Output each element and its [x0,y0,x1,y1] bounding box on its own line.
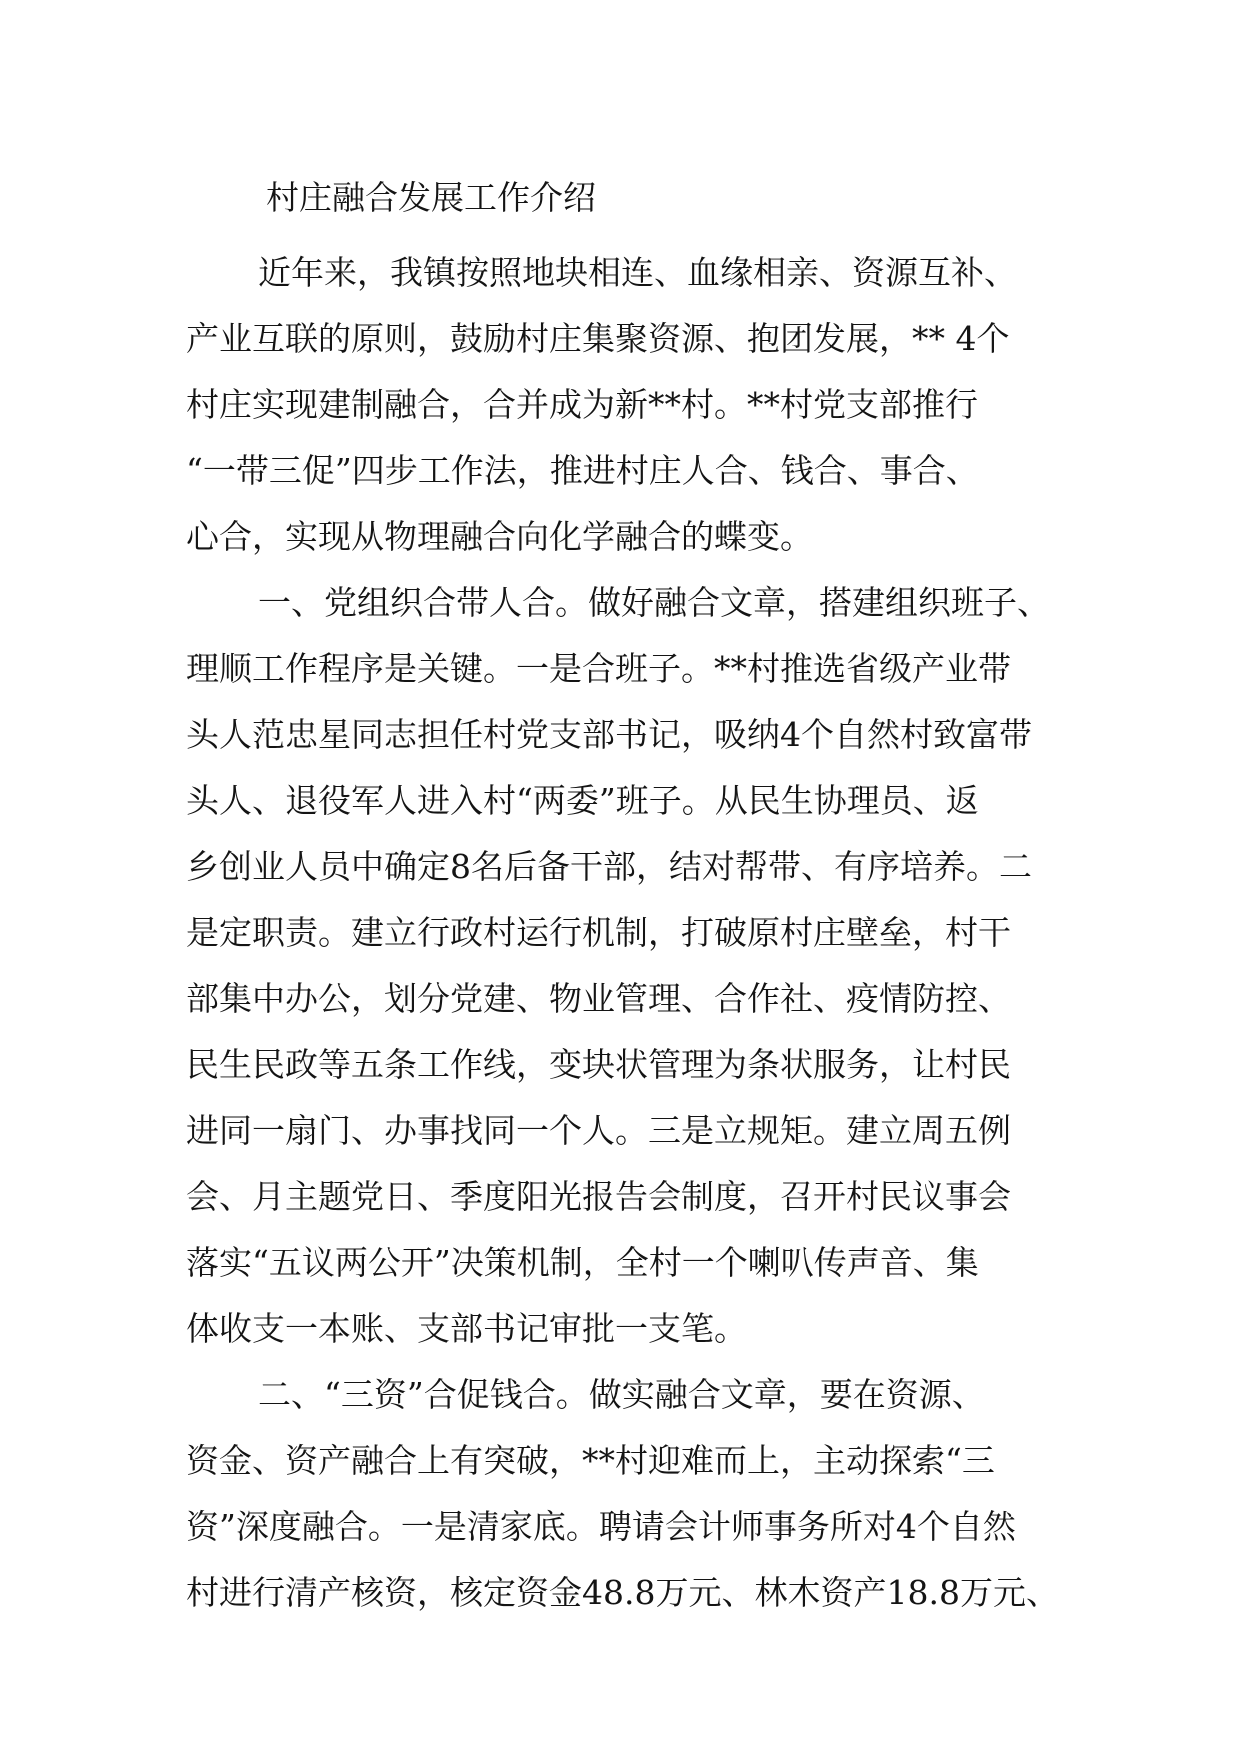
paragraph-line: 是定职责。建立行政村运行机制，打破原村庄壁垒，村干 [186,913,1011,952]
paragraph-line: 乡创业人员中确定8名后备干部，结对帮带、有序培养。二 [186,847,1032,886]
paragraph-line: 理顺工作程序是关键。一是合班子。**村推选省级产业带 [186,649,1011,688]
paragraph-line: 产业互联的原则，鼓励村庄集聚资源、抱团发展，** 4个 [186,319,1010,358]
paragraph-line: 头人范忠星同志担任村党支部书记，吸纳4个自然村致富带 [186,715,1032,754]
document-body [186,240,1059,1626]
paragraph-line: 资”深度融合。一是清家底。聘请会计师事务所对4个自然 [186,1507,1016,1546]
paragraph-line: 二、“三资”合促钱合。做实融合文章，要在资源、 [258,1375,985,1414]
paragraph-line: 近年来，我镇按照地块相连、血缘相亲、资源互补、 [258,253,1017,292]
paragraph-line: 进同一扇门、办事找同一个人。三是立规矩。建立周五例 [186,1111,1011,1150]
paragraph-line: 体收支一本账、支部书记审批一支笔。 [186,1309,747,1348]
paragraph-line: 部集中办公，划分党建、物业管理、合作社、疫情防控、 [186,979,1011,1018]
paragraph-line: 落实“五议两公开”决策机制，全村一个喇叭传声音、集 [186,1243,979,1282]
document-title: 村庄融合发展工作介绍 [266,178,596,217]
paragraph-line: 心合，实现从物理融合向化学融合的蝶变。 [186,517,813,556]
paragraph-line: 资金、资产融合上有突破，**村迎难而上，主动探索“三 [186,1441,995,1480]
paragraph-line: “一带三促”四步工作法，推进村庄人合、钱合、事合、 [186,451,979,490]
paragraph-line: 一、党组织合带人合。做好融合文章，搭建组织班子、 [258,583,1050,622]
paragraph-line: 头人、退役军人进入村“两委”班子。从民生协理员、返 [186,781,979,820]
paragraph-line: 民生民政等五条工作线，变块状管理为条状服务，让村民 [186,1045,1011,1084]
paragraph-line: 会、月主题党日、季度阳光报告会制度，召开村民议事会 [186,1177,1011,1216]
paragraph-line: 村庄实现建制融合，合并成为新**村。**村党支部推行 [186,385,978,424]
paragraph-line: 村进行清产核资，核定资金48.8万元、林木资产18.8万元、 [186,1573,1059,1612]
